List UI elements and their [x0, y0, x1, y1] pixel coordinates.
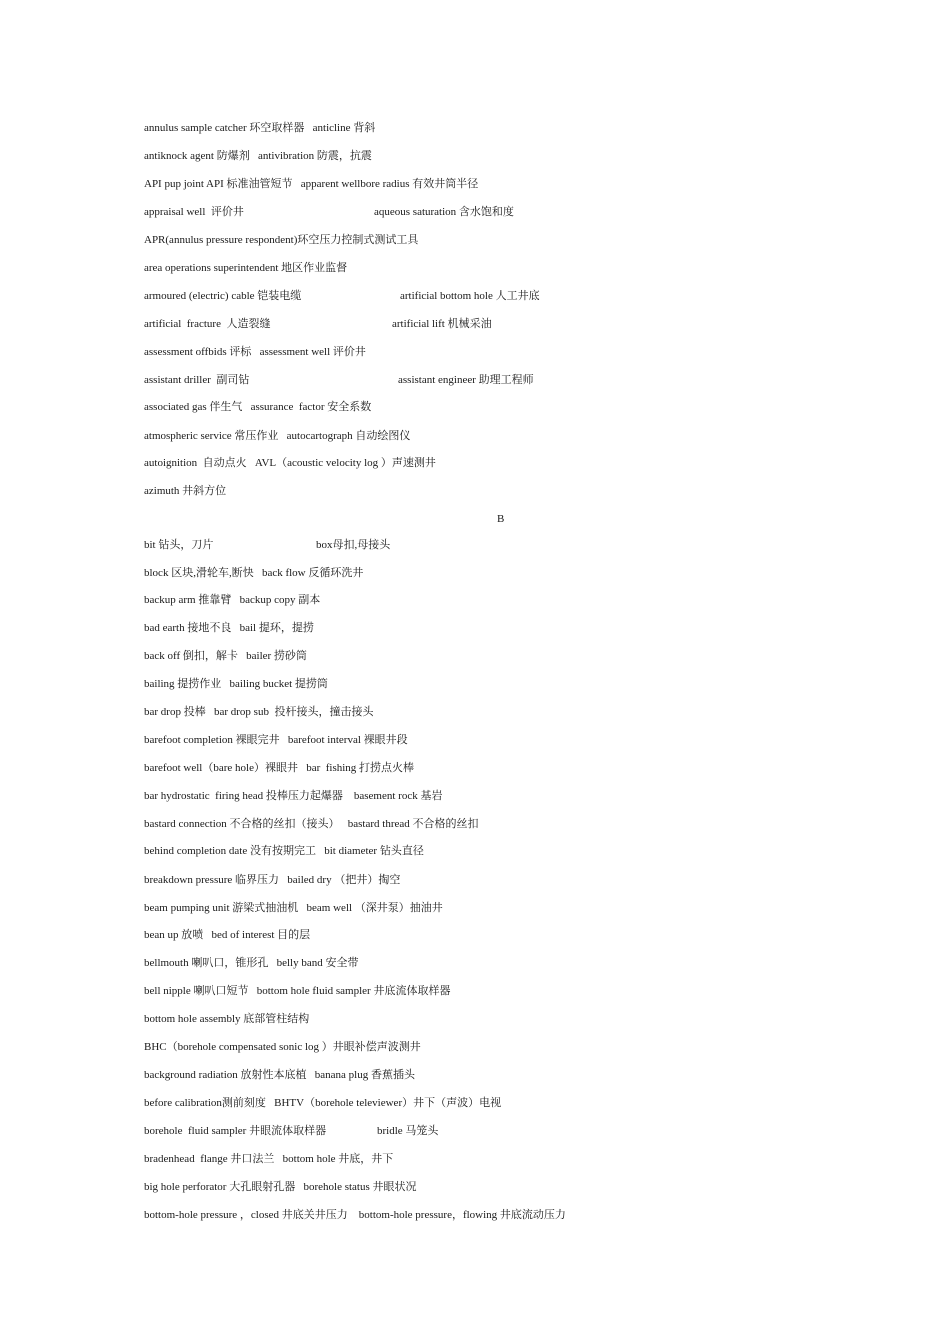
glossary-entry: barefoot well（bare hole）裸眼井 bar fishing 打捞点火棒 [144, 762, 415, 774]
glossary-entry: bailing 提捞作业 bailing bucket 提捞筒 [144, 678, 328, 690]
glossary-entry: azimuth 井斜方位 [144, 485, 227, 497]
glossary-entry: bottom-hole pressure ，closed 井底关井压力 bottom-hole pressure，flowing 井底流动压力 [144, 1209, 566, 1221]
glossary-line [144, 1068, 415, 1082]
glossary-line [144, 621, 314, 635]
glossary-entry: back off 倒扣，解卡 bailer 捞砂筒 [144, 650, 307, 662]
glossary-line [144, 1096, 501, 1110]
glossary-line [144, 538, 391, 552]
glossary-entry: armoured (electric) cable 铠装电缆 [144, 290, 302, 302]
glossary-entry-second: aqueous saturation 含水饱和度 [374, 206, 514, 218]
glossary-line [144, 429, 410, 443]
glossary-entry-second: artificial bottom hole 人工井底 [400, 290, 540, 302]
glossary-line [144, 261, 347, 275]
glossary-entry: antiknock agent 防爆剂 antivibration 防震，抗震 [144, 150, 372, 162]
glossary-line [144, 844, 424, 858]
glossary-line [144, 373, 534, 387]
glossary-line [144, 1152, 393, 1166]
glossary-entry: bad earth 接地不良 bail 提环，提捞 [144, 622, 314, 634]
glossary-line [144, 789, 442, 803]
glossary-line [144, 1124, 439, 1138]
glossary-line [144, 484, 226, 498]
glossary-line [144, 649, 307, 663]
glossary-entry: area operations superintendent 地区作业监督 [144, 262, 348, 274]
glossary-line [144, 400, 371, 414]
glossary-line [144, 928, 310, 942]
glossary-line [144, 1180, 417, 1194]
glossary-line [144, 677, 328, 691]
glossary-entry: autoignition 自动点火 AVL（acoustic velocity log ）声速测井 [144, 457, 436, 469]
glossary-entry: background radiation 放射性本底植 banana plug 香蕉插头 [144, 1069, 415, 1081]
glossary-line [144, 1040, 421, 1054]
glossary-entry: bit 钻头，刀片 [144, 539, 214, 551]
glossary-line [144, 121, 375, 135]
glossary-entry: APR(annulus pressure respondent)环空压力控制式测试工具 [144, 234, 419, 246]
glossary-line [144, 456, 436, 470]
glossary-entry: backup arm 推靠臂 backup copy 副本 [144, 594, 321, 606]
glossary-entry: bar hydrostatic firing head 投棒压力起爆器 basement rock 基岩 [144, 790, 443, 802]
glossary-line [144, 984, 450, 998]
glossary-entry: barefoot completion 裸眼完井 barefoot interval 裸眼井段 [144, 734, 408, 746]
section-heading: B [497, 513, 505, 525]
glossary-entry: behind completion date 没有按期完工 bit diameter 钻头直径 [144, 845, 424, 857]
glossary-entry: breakdown pressure 临界压力 bailed dry （把井）掏空 [144, 874, 401, 886]
glossary-entry: BHC（borehole compensated sonic log ）井眼补偿声波测井 [144, 1041, 421, 1053]
glossary-line [144, 1012, 309, 1026]
glossary-entry: big hole perforator 大孔眼射孔器 borehole status 井眼状况 [144, 1181, 417, 1193]
glossary-entry: bellmouth 喇叭口，锥形孔 belly band 安全带 [144, 957, 359, 969]
glossary-line [144, 317, 492, 331]
glossary-entry-second: assistant engineer 助理工程师 [398, 374, 534, 386]
glossary-entry: bastard connection 不合格的丝扣（接头） bastard thread 不合格的丝扣 [144, 818, 479, 830]
glossary-line [144, 733, 408, 747]
glossary-entry: appraisal well 评价井 [144, 206, 244, 218]
glossary-entry-second: box母扣,母接头 [316, 539, 391, 551]
glossary-entry: annulus sample catcher 环空取样器 anticline 背斜 [144, 122, 376, 134]
glossary-line [144, 233, 418, 247]
glossary-line [144, 149, 372, 163]
glossary-line [144, 566, 363, 580]
glossary-line [144, 705, 373, 719]
glossary-line [144, 345, 366, 359]
glossary-entry: associated gas 伴生气 assurance factor 安全系数 [144, 401, 372, 413]
glossary-line [144, 873, 400, 887]
glossary-entry: beam pumping unit 游梁式抽油机 beam well （深井泵）抽油井 [144, 902, 443, 914]
glossary-entry: bar drop 投棒 bar drop sub 投杆接头，撞击接头 [144, 706, 374, 718]
glossary-line [144, 593, 320, 607]
glossary-entry: bean up 放喷 bed of interest 目的层 [144, 929, 311, 941]
glossary-entry: bell nipple 喇叭口短节 bottom hole fluid sampler 井底流体取样器 [144, 985, 451, 997]
glossary-line [144, 289, 540, 303]
glossary-entry-second: artificial lift 机械采油 [392, 318, 492, 330]
glossary-line [144, 817, 479, 831]
glossary-line [144, 956, 358, 970]
glossary-entry: API pup joint API 标准油管短节 apparent wellbore radius 有效井筒半径 [144, 178, 479, 190]
glossary-line [144, 1208, 566, 1222]
glossary-entry: assistant driller 副司钻 [144, 374, 250, 386]
glossary-entry: bradenhead flange 井口法兰 bottom hole 井底，井下 [144, 1153, 394, 1165]
glossary-entry-second: bridle 马笼头 [377, 1125, 439, 1137]
glossary-line [144, 901, 443, 915]
glossary-entry: artificial fracture 人造裂缝 [144, 318, 271, 330]
glossary-entry: block 区块,滑轮车,断快 back flow 反循环洗井 [144, 567, 364, 579]
glossary-line [144, 177, 478, 191]
glossary-entry: bottom hole assembly 底部管柱结构 [144, 1013, 310, 1025]
glossary-entry: atmospheric service 常压作业 autocartograph 自动绘图仪 [144, 430, 411, 442]
glossary-entry: borehole fluid sampler 井眼流体取样器 [144, 1125, 327, 1137]
glossary-entry: assessment offbids 评标 assessment well 评价井 [144, 346, 366, 358]
glossary-entry: before calibration测前刻度 BHTV（borehole televiewer）井下（声波）电视 [144, 1097, 502, 1109]
glossary-line [144, 761, 414, 775]
glossary-line [144, 205, 514, 219]
